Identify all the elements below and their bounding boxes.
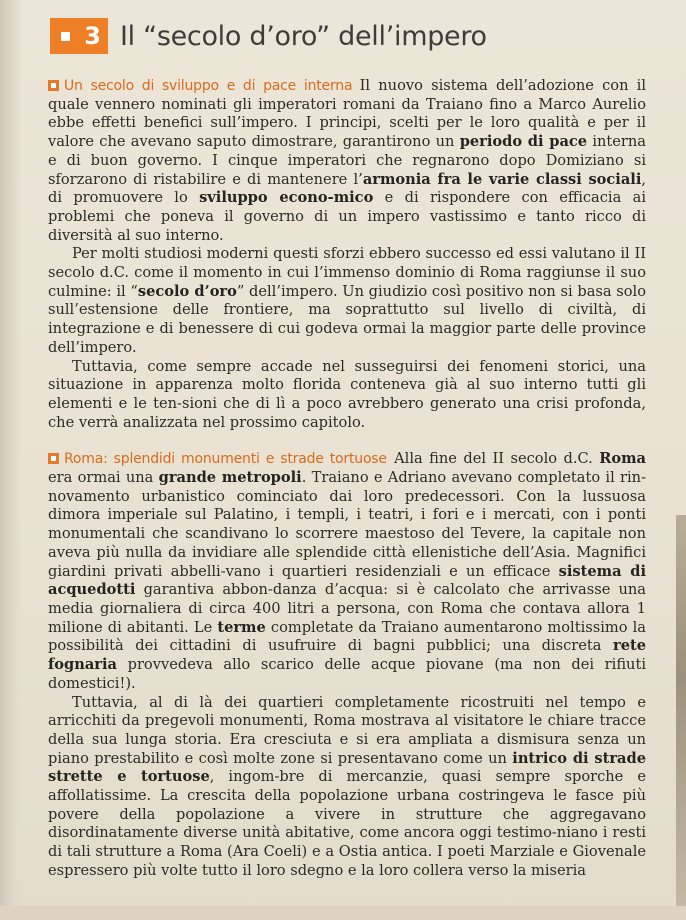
subheading-square-icon [48, 80, 59, 91]
text-run: garantiva abbon-danza d’acqua: si è calcolato che arrivasse una media giornaliera di circa 400 litri a persona, con Roma che contava allora 1 milione di abitanti. Le [48, 581, 646, 636]
text-run: Il nuovo sistema dell’adozione con il quale vennero nominati gli imperatori romani da Traiano fino a Marco Aurelio ebbe effetti benefici sull’impero. I principi, scelti per le loro qualità e per il valore che avevano saputo dimostrare, garantirono un [48, 77, 647, 151]
bold-term: secolo d’oro [137, 282, 237, 300]
subheading-pace-interna: Un secolo di sviluppo e di pace interna [64, 78, 353, 94]
section-heading [50, 18, 487, 54]
bold-term: armonia fra le varie classi sociali [362, 170, 642, 188]
bold-term: periodo di pace [459, 133, 588, 151]
text-run: , di promuovere lo [48, 170, 647, 207]
paragraph-sub2-p2 [48, 694, 646, 881]
subheading-square-icon [48, 453, 59, 464]
section-number-badge [50, 18, 108, 54]
section-title: Il “secolo d’oro” dell’impero [120, 20, 487, 52]
text-run: provvedeva allo scarico delle acque piovane (ma non dei rifiuti domestici!). [48, 656, 646, 692]
bold-term: rete fognaria [48, 637, 646, 674]
bold-term: intrico di strade strette e tortuose [48, 749, 647, 786]
paragraph-sub1-p3: Tuttavia, come sempre accade nel susseguirsi dei fenomeni storici, una situazione in apparenza molto florida conteneva già al suo interno tutti gli elementi e le ten-sioni che di lì a poco avrebbero generato una crisi profonda, che verrà analizzata nel prossimo capitolo. [48, 357, 646, 431]
adjacent-page-edge [676, 515, 686, 910]
section-number: 3 [84, 22, 101, 50]
text-run: interna e di buon governo. I cinque imperatori che regnarono dopo Domiziano si sforzarono di ristabilire e di mantenere l’ [48, 133, 646, 188]
paragraph-sub1-p2 [48, 245, 646, 357]
page-bottom-band [0, 906, 686, 920]
paragraph-sub2-p1 [48, 450, 646, 693]
bold-term: sistema di acquedotti [48, 562, 646, 599]
text-run: . Traiano e Adriano avevano completato il rin-novamento urbanistico cominciato dai loro predecessori. Con la lussuosa dimora imperiale sul Palatino, i templi, i teatri, i fori e i mercati, con i ponti monumentali che scandivano lo scorrere maestoso del Tevere, la capitale non aveva più nulla da invidiare alle splendide città ellenistiche dell’Asia. Magnifici giardini privati abbelli-vano i quartieri residenziali e un efficace [48, 469, 646, 580]
bold-term: grande metropoli [158, 469, 302, 487]
text-run: ” dell’impero. Un giudizio così positivo non si basa solo sull’estensione delle frontiere, ma soprattutto sul livello di civiltà, di integrazione e di benessere di cui godeva ormai la maggior parte delle province dell’impero. [48, 282, 647, 356]
text-run: completate da Traiano aumentarono moltissimo la possibilità dei cittadini di usufruire di bagni pubblici; una discreta [48, 618, 646, 655]
square-bullet-icon [61, 32, 70, 41]
text-run: era ormai una [48, 469, 159, 487]
text-run: , ingom-bre di mercanzie, quasi sempre sporche e affollatissime. La crescita della popolazione urbana costringeva le fasce più povere della popolazione a vivere in strutture che aggregavano disordinatamente diverse unità abitative, come ancora oggi testimo-niano i resti di tali strutture a Roma (Ara Coeli) e a Ostia antica. I poeti Marziale e Giovenale espressero più volte tutto il loro sdegno e la loro collera verso la miseria [48, 768, 646, 879]
bold-term: Roma [599, 450, 647, 468]
page-binding-shadow [0, 0, 22, 920]
text-run: Tuttavia, al di là dei quartieri completamente ricostruiti nel tempo e arricchiti da pregevoli monumenti, Roma mostrava al visitatore le chiare tracce della sua lunga storia. Era cresciuta e si era ampliata a dismisura senza un piano prestabilito e così molte zone si presentavano come un [48, 693, 646, 767]
page-body [48, 77, 646, 881]
paragraph-sub1-p1 [48, 77, 646, 245]
text-run: e di rispondere con efficacia ai problemi che poneva il governo di un impero vastissimo e tanto ricco di diversità al suo interno. [48, 189, 647, 244]
text-run: Alla fine del II secolo d.C. [394, 450, 600, 468]
bold-term: terme [217, 618, 266, 636]
text-run: Per molti studiosi moderni questi sforzi ebbero successo ed essi valutano il II secolo d.C. come il momento in cui l’immenso dominio di Roma raggiunse il suo culmine: il “ [48, 245, 646, 300]
bold-term: sviluppo econo-mico [199, 189, 374, 207]
subheading-roma-monumenti: Roma: splendidi monumenti e strade tortuose [64, 451, 387, 468]
